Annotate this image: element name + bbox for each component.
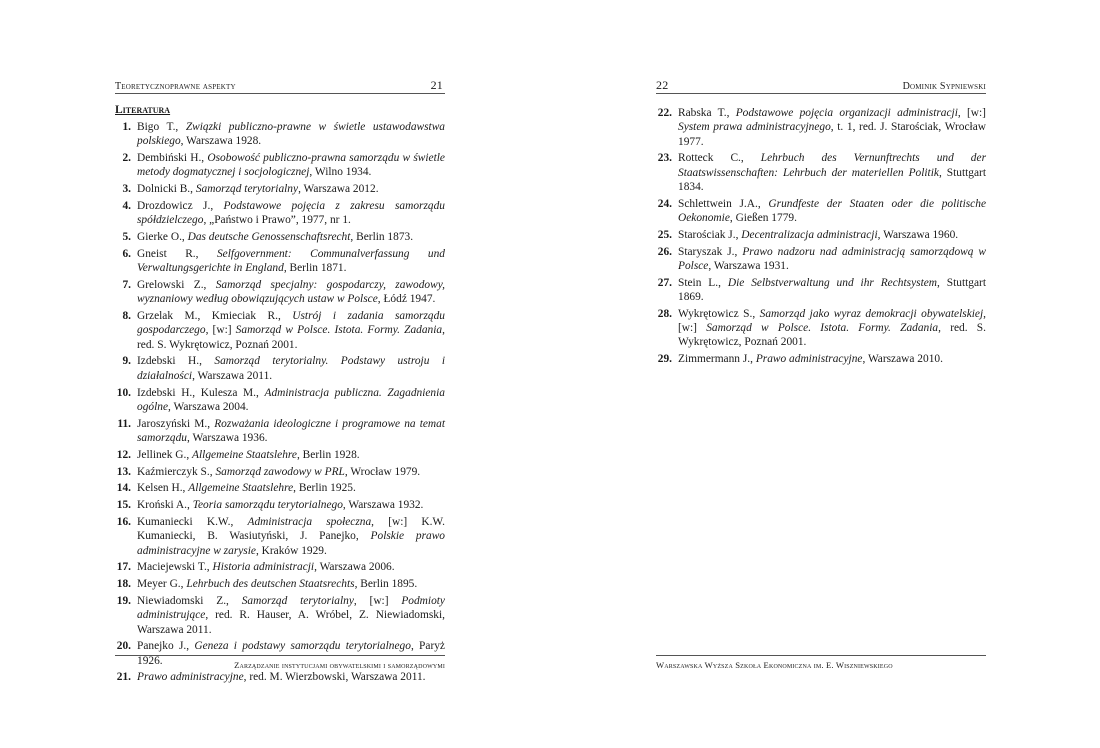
reference-details: , Stuttgart 1834. bbox=[678, 166, 986, 193]
reference-text bbox=[137, 482, 356, 494]
reference-item bbox=[656, 307, 986, 350]
reference-text bbox=[678, 152, 986, 193]
reference-source-title: Samorząd w Polsce. Istota. Formy. Zadania bbox=[706, 322, 939, 335]
reference-text bbox=[678, 107, 986, 148]
reference-details: , [w:] bbox=[957, 107, 986, 119]
reference-text bbox=[137, 466, 420, 478]
reference-list bbox=[115, 120, 445, 687]
reference-details: , [w:] bbox=[205, 324, 236, 337]
reference-text bbox=[137, 516, 445, 557]
reference-text bbox=[137, 595, 445, 636]
reference-number: 28. bbox=[657, 307, 672, 320]
reference-title: Selfgovernment: Communalverfassung und Verwaltungsgerichte in England bbox=[137, 247, 446, 275]
reference-details: , Berlin 1928. bbox=[296, 448, 360, 461]
reference-number: 29. bbox=[657, 353, 672, 366]
reference-text bbox=[137, 355, 445, 381]
reference-text bbox=[678, 308, 986, 349]
reference-title: Związki publiczno-prawne w świetle ustawodawstwa polskiego bbox=[137, 121, 445, 148]
reference-title: Samorząd specjalny: gospodarczy, zawodowy, wyznaniowy według obowiązujących ustaw w Polsce bbox=[137, 278, 445, 306]
reference-details: , Berlin 1925. bbox=[293, 482, 356, 495]
reference-item bbox=[115, 465, 445, 479]
reference-title: Historia administracji bbox=[212, 561, 315, 574]
reference-item bbox=[115, 481, 445, 495]
reference-details: , Warszawa 1928. bbox=[180, 135, 262, 148]
reference-text bbox=[137, 578, 417, 590]
reference-details: , Paryż 1926. bbox=[137, 640, 445, 667]
reference-details: , red. M. Wierzbowski, Warszawa 2011. bbox=[243, 671, 426, 684]
reference-number: 3. bbox=[122, 183, 131, 196]
reference-authors: Jaroszyński M., bbox=[137, 417, 215, 430]
reference-item bbox=[115, 278, 445, 307]
reference-authors: Grzelak M., Kmieciak R., bbox=[137, 310, 293, 323]
reference-item bbox=[115, 230, 445, 244]
reference-text bbox=[137, 200, 445, 226]
reference-number: 11. bbox=[117, 417, 131, 430]
reference-title: Grundfeste der Staaten oder die politische Oekonomie bbox=[678, 197, 986, 225]
reference-title: Podstawowe pojęcia z zakresu samorządu spółdzielczego bbox=[137, 199, 445, 227]
reference-item bbox=[656, 352, 986, 366]
reference-details: , Stuttgart 1869. bbox=[678, 276, 986, 304]
reference-title: Decentralizacja administracji bbox=[741, 228, 878, 241]
reference-details: , Łódź 1947. bbox=[377, 293, 436, 306]
reference-text bbox=[678, 353, 943, 365]
reference-number: 8. bbox=[122, 310, 131, 323]
reference-item bbox=[115, 386, 445, 415]
reference-title: Samorząd terytorialny. Podstawy ustroju i działalności bbox=[137, 355, 445, 382]
reference-number: 2. bbox=[122, 152, 131, 165]
reference-item bbox=[115, 560, 445, 574]
reference-number: 1. bbox=[122, 121, 131, 133]
reference-number: 14. bbox=[116, 482, 131, 495]
reference-text bbox=[137, 121, 445, 147]
reference-authors: Gierke O., bbox=[137, 231, 188, 244]
reference-authors: Maciejewski T., bbox=[137, 561, 213, 574]
reference-details: , [w:] bbox=[353, 594, 402, 607]
reference-source-title: Podmioty administrujące bbox=[137, 594, 445, 622]
reference-authors: Kumaniecki K.W., bbox=[137, 515, 248, 528]
reference-source-details: , red. S. Wykrętowicz, Poznań 2001. bbox=[137, 324, 445, 351]
reference-title: Ustrój i zadania samorządu gospodarczego bbox=[137, 310, 445, 337]
reference-number: 18. bbox=[116, 578, 131, 591]
reference-text bbox=[137, 387, 445, 413]
reference-number: 20. bbox=[116, 640, 131, 653]
running-footer bbox=[656, 655, 986, 670]
reference-details: , Wilno 1934. bbox=[309, 166, 372, 179]
reference-title: Teoria samorządu terytorialnego bbox=[192, 499, 343, 512]
reference-title: Samorząd jako wyraz demokracji obywatelskiej bbox=[759, 307, 984, 320]
reference-number: 17. bbox=[116, 561, 131, 574]
reference-title: Die Selbstverwaltung und ihr Rechtsystem bbox=[727, 276, 938, 289]
reference-title: Samorząd terytorialny bbox=[241, 594, 354, 607]
reference-item bbox=[115, 594, 445, 637]
reference-details: , Warszawa 2006. bbox=[314, 561, 395, 574]
reference-number: 24. bbox=[657, 197, 672, 210]
reference-authors: Schlettwein J.A., bbox=[678, 197, 769, 210]
footer-text: Warszawska Wyższa Szkoła Ekonomiczna im. E. Wiszniewskiego bbox=[656, 660, 893, 670]
reference-text bbox=[137, 418, 445, 444]
reference-details: , Warszawa 2012. bbox=[298, 183, 379, 196]
reference-details: , Warszawa 1936. bbox=[187, 431, 268, 444]
reference-text bbox=[137, 152, 445, 178]
reference-number: 12. bbox=[116, 448, 131, 461]
reference-source-title: Polskie prawo administracyjne w zarysie bbox=[137, 530, 446, 557]
reference-list bbox=[656, 106, 986, 369]
reference-text bbox=[137, 183, 379, 195]
reference-authors: Dolnicki B., bbox=[137, 183, 196, 196]
reference-authors: Stein L., bbox=[678, 276, 728, 289]
reference-authors: Rabska T., bbox=[678, 107, 736, 119]
reference-authors: Jellinek G., bbox=[137, 448, 193, 461]
reference-text bbox=[137, 671, 426, 683]
running-header bbox=[115, 77, 445, 94]
reference-item bbox=[115, 182, 445, 196]
reference-text bbox=[678, 198, 986, 224]
page-number: 22 bbox=[656, 78, 669, 92]
reference-title: Administracja publiczna. Zagadnienia ogólne bbox=[137, 386, 445, 413]
reference-number: 7. bbox=[122, 278, 131, 291]
reference-number: 4. bbox=[122, 199, 131, 212]
reference-item bbox=[115, 670, 445, 684]
reference-title: Rozważania ideologiczne i programowe na temat samorządu bbox=[137, 417, 446, 444]
reference-title: Lehrbuch des deutschen Staatsrechts bbox=[186, 578, 355, 591]
reference-text bbox=[137, 449, 360, 461]
reference-source-details: , red. S. Wykrętowicz, Poznań 2001. bbox=[678, 322, 986, 349]
reference-number: 21. bbox=[116, 671, 131, 684]
reference-item bbox=[115, 498, 445, 512]
footer-text: Zarządzanie instytucjami obywatelskimi i samorządowymi bbox=[234, 660, 445, 670]
reference-number: 6. bbox=[122, 247, 131, 260]
reference-details: , Warszawa 2011. bbox=[192, 369, 273, 382]
reference-authors: Kaźmierczyk S., bbox=[137, 465, 216, 478]
reference-source-title: Samorząd w Polsce. Istota. Formy. Zadania bbox=[235, 324, 443, 337]
reference-number: 10. bbox=[116, 386, 131, 399]
reference-authors: Rotteck C., bbox=[678, 152, 761, 165]
reference-source-title: System prawa administracyjnego bbox=[678, 121, 831, 134]
reference-details: , Wrocław 1979. bbox=[344, 465, 421, 478]
reference-title: Geneza i podstawy samorządu terytorialnego bbox=[194, 640, 411, 653]
reference-number: 9. bbox=[122, 355, 131, 368]
reference-source-details: , red. R. Hauser, A. Wróbel, Z. Niewiadomski, Warszawa 2011. bbox=[137, 609, 445, 636]
reference-text bbox=[678, 246, 986, 272]
reference-item bbox=[115, 417, 445, 446]
reference-number: 23. bbox=[657, 152, 672, 165]
reference-details: , [w:] K.W. Kumaniecki, B. Wasiutyński, J. Panejko, bbox=[137, 515, 445, 543]
reference-authors: Zimmermann J., bbox=[678, 353, 756, 366]
reference-item bbox=[115, 309, 445, 352]
section-heading: Literatura bbox=[115, 104, 171, 116]
reference-authors: Gneist R., bbox=[137, 247, 217, 260]
reference-title: Prawo administracyjne bbox=[755, 353, 863, 366]
reference-number: 5. bbox=[122, 231, 131, 244]
reference-authors: Kroński A., bbox=[137, 499, 193, 512]
reference-title: Administracja społeczna bbox=[247, 515, 372, 528]
reference-details: , „Państwo i Prawo”, 1977, nr 1. bbox=[203, 214, 351, 227]
reference-text bbox=[137, 561, 395, 573]
reference-title: Das deutsche Genossenschaftsrecht bbox=[187, 231, 351, 244]
reference-item bbox=[656, 197, 986, 226]
reference-number: 27. bbox=[657, 276, 672, 289]
reference-authors: Dembiński H., bbox=[137, 152, 208, 165]
reference-details: , Berlin 1871. bbox=[283, 262, 347, 275]
running-header bbox=[656, 77, 986, 94]
reference-item bbox=[656, 276, 986, 305]
reference-title: Allgemeine Staatslehre bbox=[192, 448, 297, 461]
reference-authors: Wykrętowicz S., bbox=[678, 307, 760, 320]
reference-title: Samorząd zawodowy w PRL bbox=[215, 465, 345, 478]
reference-text bbox=[137, 248, 445, 274]
reference-authors: Bigo T., bbox=[137, 121, 186, 133]
reference-details: , Berlin 1895. bbox=[354, 578, 418, 591]
reference-title: Allgemeine Staatslehre bbox=[188, 482, 294, 495]
reference-number: 25. bbox=[657, 228, 672, 241]
reference-details: , Gießen 1779. bbox=[729, 212, 797, 225]
reference-title: Prawo administracyjne bbox=[137, 671, 244, 684]
reference-title: Prawo nadzoru nad administracją samorządową w Polsce bbox=[678, 245, 987, 272]
reference-title: Lehrbuch des Vernunftrechts und der Staatswissenschaften: Lehrbuch der materiellen Politik bbox=[678, 152, 986, 179]
reference-authors: Grelowski Z., bbox=[137, 278, 216, 291]
reference-details: , Warszawa 1931. bbox=[708, 259, 789, 272]
reference-authors: Starościak J., bbox=[678, 228, 742, 241]
reference-item bbox=[656, 245, 986, 274]
reference-item bbox=[115, 515, 445, 558]
reference-text bbox=[137, 279, 445, 305]
reference-details: , Warszawa 1960. bbox=[877, 228, 959, 241]
reference-number: 13. bbox=[116, 465, 131, 478]
reference-title: Osobowość publiczno-prawna samorządu w świetle metody dogmatycznej i socjologicznej bbox=[137, 152, 445, 179]
reference-number: 22. bbox=[657, 107, 672, 119]
right-page bbox=[550, 0, 1100, 748]
reference-text bbox=[678, 229, 958, 241]
reference-authors: Meyer G., bbox=[137, 578, 187, 591]
reference-authors: Panejko J., bbox=[137, 640, 195, 653]
reference-details: , Warszawa 2010. bbox=[862, 353, 943, 366]
reference-details: , Berlin 1873. bbox=[350, 231, 414, 244]
reference-text bbox=[137, 231, 413, 243]
reference-details: , Warszawa 2004. bbox=[168, 400, 249, 413]
reference-source-details: , t. 1, red. J. Starościak, Wrocław 1977. bbox=[678, 121, 986, 148]
reference-text bbox=[137, 310, 445, 351]
reference-details: , [w:] bbox=[678, 307, 986, 335]
reference-source-details: , Kraków 1929. bbox=[255, 544, 327, 557]
reference-item bbox=[115, 247, 445, 276]
reference-item bbox=[115, 151, 445, 180]
reference-item bbox=[656, 151, 986, 194]
reference-authors: Niewiadomski Z., bbox=[137, 594, 242, 607]
page-number: 21 bbox=[430, 78, 443, 92]
reference-authors: Izdebski H., bbox=[137, 355, 215, 368]
header-title: Teoretycznoprawne aspekty bbox=[115, 81, 236, 92]
reference-authors: Izdebski H., Kulesza M., bbox=[137, 386, 265, 399]
reference-item bbox=[656, 228, 986, 242]
running-footer bbox=[115, 655, 445, 670]
reference-item bbox=[656, 106, 986, 149]
header-title: Dominik Sypniewski bbox=[902, 81, 986, 92]
reference-text bbox=[137, 499, 423, 511]
reference-item bbox=[115, 199, 445, 228]
reference-authors: Kelsen H., bbox=[137, 482, 189, 495]
reference-item bbox=[115, 448, 445, 462]
reference-authors: Drozdowicz J., bbox=[137, 199, 224, 212]
reference-number: 15. bbox=[116, 499, 131, 512]
reference-item bbox=[115, 577, 445, 591]
reference-details: , Warszawa 1932. bbox=[342, 499, 424, 512]
reference-number: 26. bbox=[657, 245, 672, 258]
reference-item bbox=[115, 354, 445, 383]
reference-title: Samorząd terytorialny bbox=[195, 183, 299, 196]
reference-item bbox=[115, 120, 445, 149]
reference-text bbox=[678, 277, 986, 303]
reference-title: Podstawowe pojęcia organizacji administracji bbox=[735, 107, 958, 119]
reference-number: 19. bbox=[116, 594, 131, 607]
reference-authors: Staryszak J., bbox=[678, 245, 743, 258]
reference-number: 16. bbox=[116, 515, 131, 528]
